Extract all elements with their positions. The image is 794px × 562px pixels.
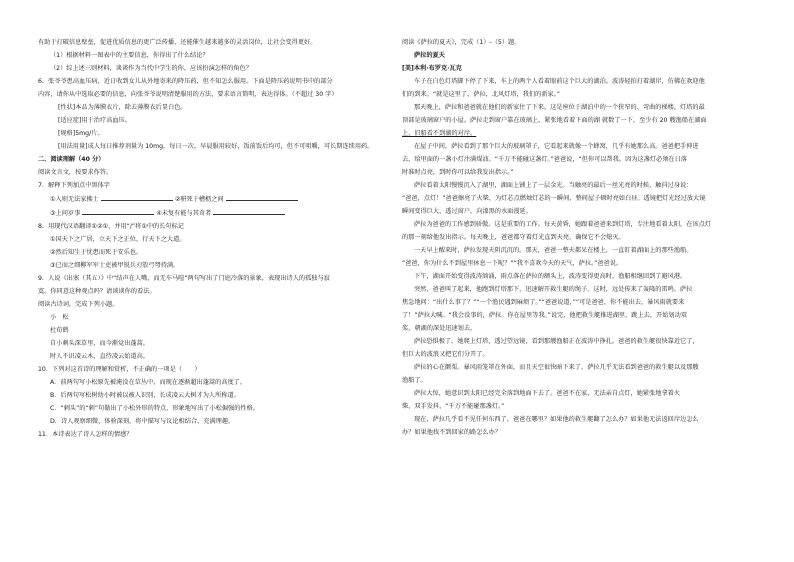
sub-question: （1）根据材料一图表中的主要信息，你得出了什么结论？ [50, 52, 209, 59]
question-9-cont: 寞。你同意这种观点吗？请谈谈你的看法。 [38, 288, 156, 295]
question-8: 8．用现代汉语翻译①②①，并用“/”将①中的长句标记 [38, 223, 184, 230]
right-column [402, 38, 748, 441]
story-author: [美]本利·布罗克·瓦克 [402, 65, 462, 72]
story-paragraph: 焦急地问：“出什么事了？”“一个渔民遇到麻烦了。”“爸爸说道，”“可是爸爸，你不能出去。暴风雨就要来 [402, 299, 685, 306]
poem-line: 自小刺头深草里，而今渐觉出蓬蒿。 [50, 340, 149, 347]
q7-item: ①入则无法家拂士 [50, 196, 99, 203]
sub-question: （2）综上述三则材料，谈谈作为当代中学生的你，应该扮演怎样的角色？ [50, 65, 252, 72]
option-d: D．诗人观察细微，体验深刻，将中描写与议论相结合，充满理趣。 [50, 418, 235, 425]
story-paragraph: 了！”萨拉大喊。“我会没事的，萨拉。你在屋里等我。”说完，他把救生艇推进湖里，跳上去，开始划动双 [402, 312, 687, 319]
question-6: 6．张爷爷患高血压病，近日收到女儿从外地寄来的降压药，但不知怎么服用。下面是降压药说明书中的部分 [38, 78, 333, 85]
story-paragraph: 的那一刻给他发出指示。每天晚上，爸爸都守着灯光直到天亮，确保它不会熄灭。 [402, 234, 625, 241]
story-paragraph: “爸爸，点灯！”爸爸擦亮了火柴，为灯芯点燃烛灯芯的一瞬间，整间屋子顿时亮如白昼。透镜把灯光经过放大镜 [402, 195, 706, 202]
question-7-row [38, 194, 378, 205]
story-paragraph: 瞬间变得巨大，透过窗户，向漆黑的水面漫延。 [402, 208, 532, 215]
question-7-row [38, 208, 378, 219]
q7-item: ④未复有能与其奇者 [156, 210, 212, 217]
story-paragraph: 那天晚上，萨拉和爸爸就在他们的新家住了下来。这是座位于湖泊中的一个狭窄的、弯曲的梯楼，灯塔的最 [414, 104, 705, 111]
story-paragraph: 萨拉为爸爸的工作感到骄傲。这是重要的工作。每天黄昏，她跟着爸爸来到灯塔，专注地看着太阳，在该点灯 [414, 221, 711, 228]
left-column [38, 38, 378, 443]
q7-item: ③上问岁事 [50, 210, 81, 217]
medicine-line: [性状]本品为薄膜衣片，除去薄膜衣后显白色。 [58, 104, 187, 111]
story-paragraph: 桨，朝湖的深处迅速划去。 [402, 325, 477, 332]
story-paragraph: 柴，双手发抖，“千万不能碰那盏灯。” [402, 403, 505, 410]
question-8-item: ③已而之细柳军军士吏被甲锐兵刃彀弓弩持满。 [50, 262, 180, 269]
medicine-line: [适应症]用于治疗高血压。 [58, 117, 131, 124]
option-b: B．后两句写松树幼小时被以被人识别，长成凌云大树才为人所称道。 [50, 392, 240, 399]
paragraph: 有助于打破信息壁垒，促进优质信息的更广泛传播，还能催生越来越多的灵活岗位，让社会变得更好。 [38, 39, 317, 46]
reading-instruction: 阅读古诗词，完成下列小题。 [38, 301, 119, 308]
question-6-cont: 内容，请你从中选取必要的信息，向张爷爷说明清楚服用的方法，要求语言简明，表达得体。（不超过 30 字） [38, 91, 338, 98]
answer-blank[interactable] [226, 194, 298, 201]
story-paragraph: 一天早上醒来时，萨拉发现天阴沉沉的。那天，爸爸一整天都呆在楼上，一直盯着湖面上的那些渔船。 [414, 247, 693, 254]
reading-instruction: 阅读《萨拉的夏天》，完成（1）-（5）题。 [402, 39, 521, 46]
story-paragraph: 但巨大的波浪又把它们分开了。 [402, 351, 489, 358]
story-paragraph: 在屋子中间，萨拉看到了那个巨大的玻璃罩子，它看起来就像一个蜂窝，几乎有她那么高。爸爸把手伸进 [414, 143, 699, 150]
answer-blank[interactable] [101, 194, 173, 201]
story-paragraph: 顶部是玻璃窗户的小屋。萨拉走到窗户靠在玻璃上，紧张地看着下面的湖 就数了一下，至少有 20 艘渔船在湖面 [402, 117, 707, 124]
medicine-line: [用法用量]成人每日推荐剂量为 10mg，每日一次，早晨服用较好，饭前饭后均可，但不可咀嚼，可长期连续用药。 [58, 143, 374, 150]
section-heading: 二、阅读理解（40 分） [38, 156, 105, 163]
story-paragraph: 萨拉的心在颤栗。暴风雨笼罩在外面，而且天空很快暗下来了。萨拉几乎无法看到爸爸的救生艇以及那艘 [414, 364, 699, 371]
story-paragraph: 下午，湖面开始变得波涛汹涌，雨点落在萨拉的额头上，波涛变得更高时，渔船相继回到了避风港。 [414, 273, 687, 280]
story-paragraph: 突然，爸爸叫了起来，他跑到灯塔那下，迅速解开救生艇的绳子。这时，远处传来了轰隆的雷鸣。萨拉 [414, 286, 693, 293]
story-paragraph: 萨拉看着太阳慢慢沉入了湖里，湖面上铺上了一层金光。当触亮的最后一丝光亮的时候，触抖过身说： [414, 182, 693, 189]
question-10: 10．下列对这首诗的理解和赏析，不正确的一项是（ ） [38, 366, 201, 373]
story-paragraph: 渔船了。 [402, 377, 427, 384]
story-title: 萨拉的夏天 [414, 52, 445, 59]
story-paragraph: 时准时点亮，到时你可以给我发出指示。” [402, 169, 514, 176]
option-c: C．“刺头”的“刺”句勒出了小松外形的特点，形象地写出了小松倔强的性格。 [50, 405, 259, 412]
story-paragraph: 们的到来。“就是这里了，萨拉，北风灯塔，我们的新家。” [402, 91, 560, 98]
answer-blank[interactable] [213, 208, 285, 215]
poem-line: 时人不识凌云木，直待凌云始道高。 [50, 353, 149, 360]
story-paragraph: 去，给里面的一盏小灯注满煤油。“千万不能碰这盏灯。”爸爸说，“但你可以帮我。因为这盏灯必须在日落 [402, 156, 687, 163]
story-paragraph: 车子在白色灯塔脚下停了下来，车上的两个人看着眼前这个巨大的湖泊。波涛轻拍打着湖岸，仿佛在欢迎他 [414, 78, 705, 85]
story-paragraph: 办？如果他找不到回家的路怎么办？ [402, 429, 501, 436]
question-7: 7．解释下列加点中黑体字 [38, 182, 110, 189]
poem-title: 小 松 [50, 314, 69, 321]
reading-instruction: 阅读文言文，按要求作答。 [38, 169, 113, 176]
option-a: A．前两句写小松原先被淹没在草丛中，而现在逐渐超出蓬蒿的高度了。 [50, 379, 247, 386]
question-8-item: ①国天下之广居，立天下之正位，行天下之大道。 [50, 236, 186, 243]
question-8-item: ②然后知生于忧患而死于安乐也。 [50, 249, 143, 256]
q7-item: ②骈死于槽枥之间 [174, 196, 224, 203]
question-9: 9．人说《出塞（其五）》中“结声在人嘴，而无车马喧”两句写出了门庭冷落的景象，表现出诗人的孤独与寂 [38, 275, 330, 282]
poem-author: 杜荀鹤 [50, 327, 69, 334]
story-paragraph: 萨拉恐惧极了。她爬上灯塔，透过望远镜，看到那艘渔船正在波涛中挣扎。爸爸的救生艇很快靠近它了， [414, 338, 699, 345]
medicine-line: [规格]5mg/片。 [58, 130, 104, 137]
story-paragraph: “爸爸，你为什么不到屋里休息一下呢？”“我不喜欢今天的天气，萨拉。”爸爸说。 [402, 260, 623, 267]
underlined-sentence: 上，旧船看不到湖的对岸。 [402, 130, 477, 137]
story-paragraph: 现在，萨拉几乎看不见任何东西了。爸爸在哪里？如果他的救生艇翻了怎么办？如果他无法返回岸边怎么 [414, 416, 699, 423]
question-11: 11．本诗表达了诗人怎样的情感？ [38, 431, 133, 438]
story-paragraph: 萨拉大惊，她意识到太阳已经完全落到地面下去了。爸爸不在家，无法亲自点灯，她紧张地拿着火 [414, 390, 681, 397]
answer-blank[interactable] [82, 208, 154, 215]
